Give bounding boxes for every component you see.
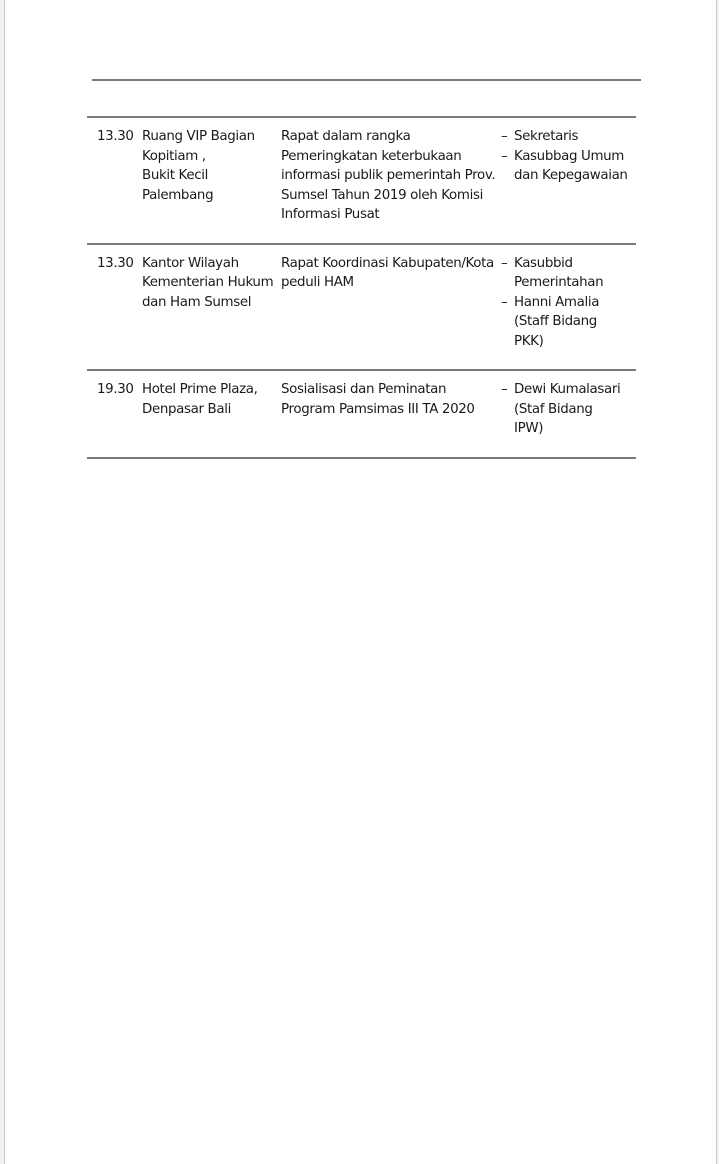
- attendees-cell: [501, 117, 636, 244]
- attendees-cell: [501, 244, 636, 371]
- bullet-dash: –: [501, 129, 508, 144]
- attendee-line: Kasubbag Umum: [514, 148, 625, 164]
- place-line: Palembang: [142, 187, 214, 203]
- place-line: Kantor Wilayah: [142, 255, 239, 271]
- time-cell: [87, 370, 142, 458]
- place-line: Bukit Kecil: [142, 168, 208, 183]
- time-cell: [87, 244, 142, 371]
- agenda-row: [87, 117, 636, 244]
- place-line: Hotel Prime Plaza,: [142, 382, 258, 397]
- place-line: Ruang VIP Bagian: [142, 129, 255, 144]
- place-line: Denpasar Bali: [142, 401, 231, 417]
- attendee-line: PKK): [514, 333, 544, 349]
- time-text: 13.30: [97, 129, 134, 144]
- place-line: Kopitiam ,: [142, 148, 206, 164]
- activity-line: Pemeringkatan keterbukaan: [281, 148, 462, 164]
- place-line: Kementerian Hukum: [142, 275, 274, 290]
- attendee-text: [514, 254, 632, 293]
- top-divider: [92, 79, 641, 81]
- attendee-text: [514, 147, 632, 186]
- place-cell: [142, 370, 281, 458]
- activity-line: informasi publik pemerintah Prov.: [281, 168, 496, 183]
- time-cell: [87, 117, 142, 244]
- place-cell-inner: [142, 371, 281, 437]
- time-cell-inner: [87, 118, 142, 165]
- activity-line: Sumsel Tahun 2019 oleh Komisi: [281, 187, 483, 203]
- attendee-line: Dewi Kumalasari: [514, 382, 621, 397]
- place-cell: [142, 244, 281, 371]
- time-cell-inner: [87, 245, 142, 292]
- attendee-line: dan Kepegawaian: [514, 168, 628, 183]
- activity-cell: [281, 244, 501, 371]
- attendee-line: Kasubbid: [514, 255, 573, 271]
- attendee-item: [501, 293, 632, 352]
- place-cell-inner: [142, 245, 281, 331]
- attendee-line: IPW): [514, 421, 544, 436]
- place-cell-inner: [142, 118, 281, 223]
- attendees-cell-inner: [501, 118, 636, 204]
- time-text: 13.30: [97, 255, 134, 271]
- activity-cell-inner: [281, 245, 501, 311]
- agenda-table: [87, 116, 636, 459]
- activity-line: Rapat Koordinasi Kabupaten/Kota: [281, 255, 494, 271]
- attendee-line: Sekretaris: [514, 129, 579, 144]
- attendee-item: [501, 127, 632, 147]
- activity-line: Sosialisasi dan Peminatan: [281, 382, 447, 397]
- activity-cell-inner: [281, 371, 501, 437]
- attendee-line: (Staf Bidang: [514, 401, 593, 417]
- bullet-dash: –: [501, 255, 508, 271]
- attendee-item: [501, 254, 632, 293]
- agenda-row: [87, 244, 636, 371]
- bullet-dash: –: [501, 148, 508, 164]
- attendee-line: Hanni Amalia: [514, 294, 600, 310]
- attendee-text: [514, 380, 632, 439]
- attendee-item: [501, 147, 632, 186]
- attendees-cell-inner: [501, 371, 636, 457]
- bullet-dash: –: [501, 382, 508, 397]
- time-cell-inner: [87, 371, 142, 418]
- activity-line: Informasi Pusat: [281, 207, 380, 222]
- attendee-item: [501, 380, 632, 439]
- place-line: dan Ham Sumsel: [142, 294, 252, 310]
- attendee-text: [514, 293, 632, 352]
- attendees-cell: [501, 370, 636, 458]
- attendee-line: Pemerintahan: [514, 275, 604, 290]
- activity-cell: [281, 117, 501, 244]
- bullet-dash: –: [501, 294, 508, 310]
- attendee-line: (Staff Bidang: [514, 314, 597, 329]
- activity-cell-inner: [281, 118, 501, 243]
- attendee-text: [514, 127, 632, 147]
- time-text: 19.30: [97, 382, 134, 397]
- activity-line: Rapat dalam rangka: [281, 129, 411, 144]
- activity-cell: [281, 370, 501, 458]
- attendees-cell-inner: [501, 245, 636, 370]
- agenda-body: [87, 117, 636, 458]
- activity-line: peduli HAM: [281, 275, 354, 290]
- place-cell: [142, 117, 281, 244]
- activity-line: Program Pamsimas III TA 2020: [281, 401, 475, 417]
- agenda-row: [87, 370, 636, 458]
